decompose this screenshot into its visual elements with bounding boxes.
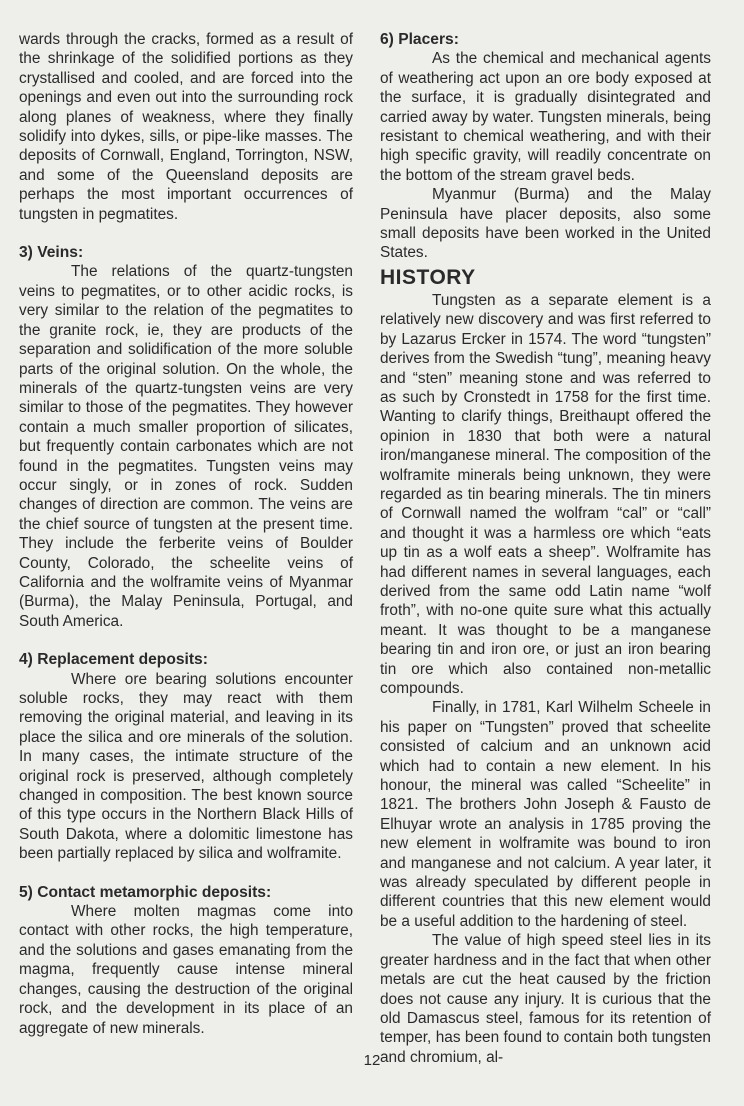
- placers-heading: 6) Placers:: [380, 31, 459, 48]
- history-paragraph-1: Tungsten as a separate element is a relatively new discovery and was first referred to by Lazarus Ercker in 1574. The word “tungsten” derives from the Swedish “tung”, meaning heavy and “sten” meaning stone and was referred to as such by Cronstedt in 1758 for the first time. Wanting to clarify things, Breithaupt offered the opinion in 1830 that both were a natural iron/manganese mineral. The composition of the wolframite minerals being unknown, they were regarded as tin bearing minerals. The tin miners of Cornwall named the wolfram “cal” or “call” and thought it was a harmless ore which “eats up tin as a wolf eats a sheep”. Wolframite has had different names in several languages, each derived from the same odd Latin name “wolf froth”, with no-one quite sure what this actually meant. It was thought to be a manganese bearing tin and iron ore, or just an iron bearing tin ore which also contained non-metallic compounds.: [380, 291, 711, 697]
- history-paragraph-2: Finally, in 1781, Karl Wilhelm Scheele in his paper on “Tungsten” proved that scheelite consisted of calcium and an unknown acid which had to contain a new element. In his honour, the mineral was called “Scheelite” in 1821. The brothers John Joseph & Fausto de Elhuyar wrote an analysis in 1785 proving the new element in wolframite was bound to iron and manganese and not calcium. A year later, it was already speculated by different people in different countries that this new element would be a useful addition to the hardening of steel.: [380, 699, 711, 930]
- left-column: [19, 30, 353, 1038]
- history-paragraph-3: The value of high speed steel lies in its greater hardness and in the fact that when other metals are cut the heat caused by the friction does not cause any injury. It is curious that the old Damascus steel, famous for its retention of temper, has been found to contain both tungsten and chromium, al-: [380, 932, 711, 1066]
- pegmatite-paragraph: wards through the cracks, formed as a result of the shrinkage of the solidified portions as they crystallised and cooled, and are forced into the openings and even out into the surrounding rock along planes of weakness, where they finally solidify into dykes, sills, or pipe-like masses. The deposits of Cornwall, England, Torrington, NSW, and some of the Queensland deposits are perhaps the most important occurrences of tungsten in pegmatites.: [19, 31, 353, 223]
- replacement-deposits-paragraph: Where ore bearing solutions encounter soluble rocks, they may react with them removing the original material, and leaving in its place the silica and ore minerals of the solution. In many cases, the intimate structure of the original rock is preserved, although completely changed in composition. The best known source of this type occurs in the Northern Black Hills of South Dakota, where a dolomitic limestone has been partially replaced by silica and wolframite.: [19, 670, 353, 863]
- history-heading: HISTORY: [380, 265, 476, 289]
- placers-paragraph-1: As the chemical and mechanical agents of weathering act upon an ore body exposed at the surface, it is gradually disintegrated and carried away by water. Tungsten minerals, being resistant to chemical weathering, and with their high specific gravity, will readily concentrate on the bottom of the stream gravel beds.: [380, 50, 711, 184]
- right-column: [380, 30, 711, 1067]
- placers-paragraph-2: Myanmur (Burma) and the Malay Peninsula have placer deposits, also some small deposits have been worked in the United States.: [380, 186, 711, 262]
- replacement-deposits-heading: 4) Replacement deposits:: [19, 651, 208, 669]
- veins-paragraph: The relations of the quartz-tungsten veins to pegmatites, or to other acidic rocks, is very similar to the relation of the pegmatites to the granite rock, ie, they are products of the separation and solidification of the more soluble parts of the original solution. On the whole, the minerals of the quartz-tungsten veins are very similar to those of the pegmatites. They however contain a much smaller proportion of silicates, but frequently contain carbonates which are not found in the pegmatites. Tungsten veins may occur singly, or in zones of rock. Sudden changes of direction are common. The veins are the chief source of tungsten at the present time. They include the ferberite veins of Boulder County, Colorado, the scheelite veins of California and the wolframite veins of Myanmar (Burma), the Malay Peninsula, Portugal, and South America.: [19, 263, 353, 630]
- veins-heading: 3) Veins:: [19, 244, 84, 262]
- page-number: 12: [363, 1052, 381, 1069]
- contact-metamorphic-paragraph: Where molten magmas come into contact with other rocks, the high temperature, and the solutions and gases emanating from the magma, frequently cause intense mineral changes, causing the destruction of the original rock, and the development in its place of an aggregate of new minerals.: [19, 903, 353, 1037]
- contact-metamorphic-heading: 5) Contact metamorphic deposits:: [19, 883, 272, 901]
